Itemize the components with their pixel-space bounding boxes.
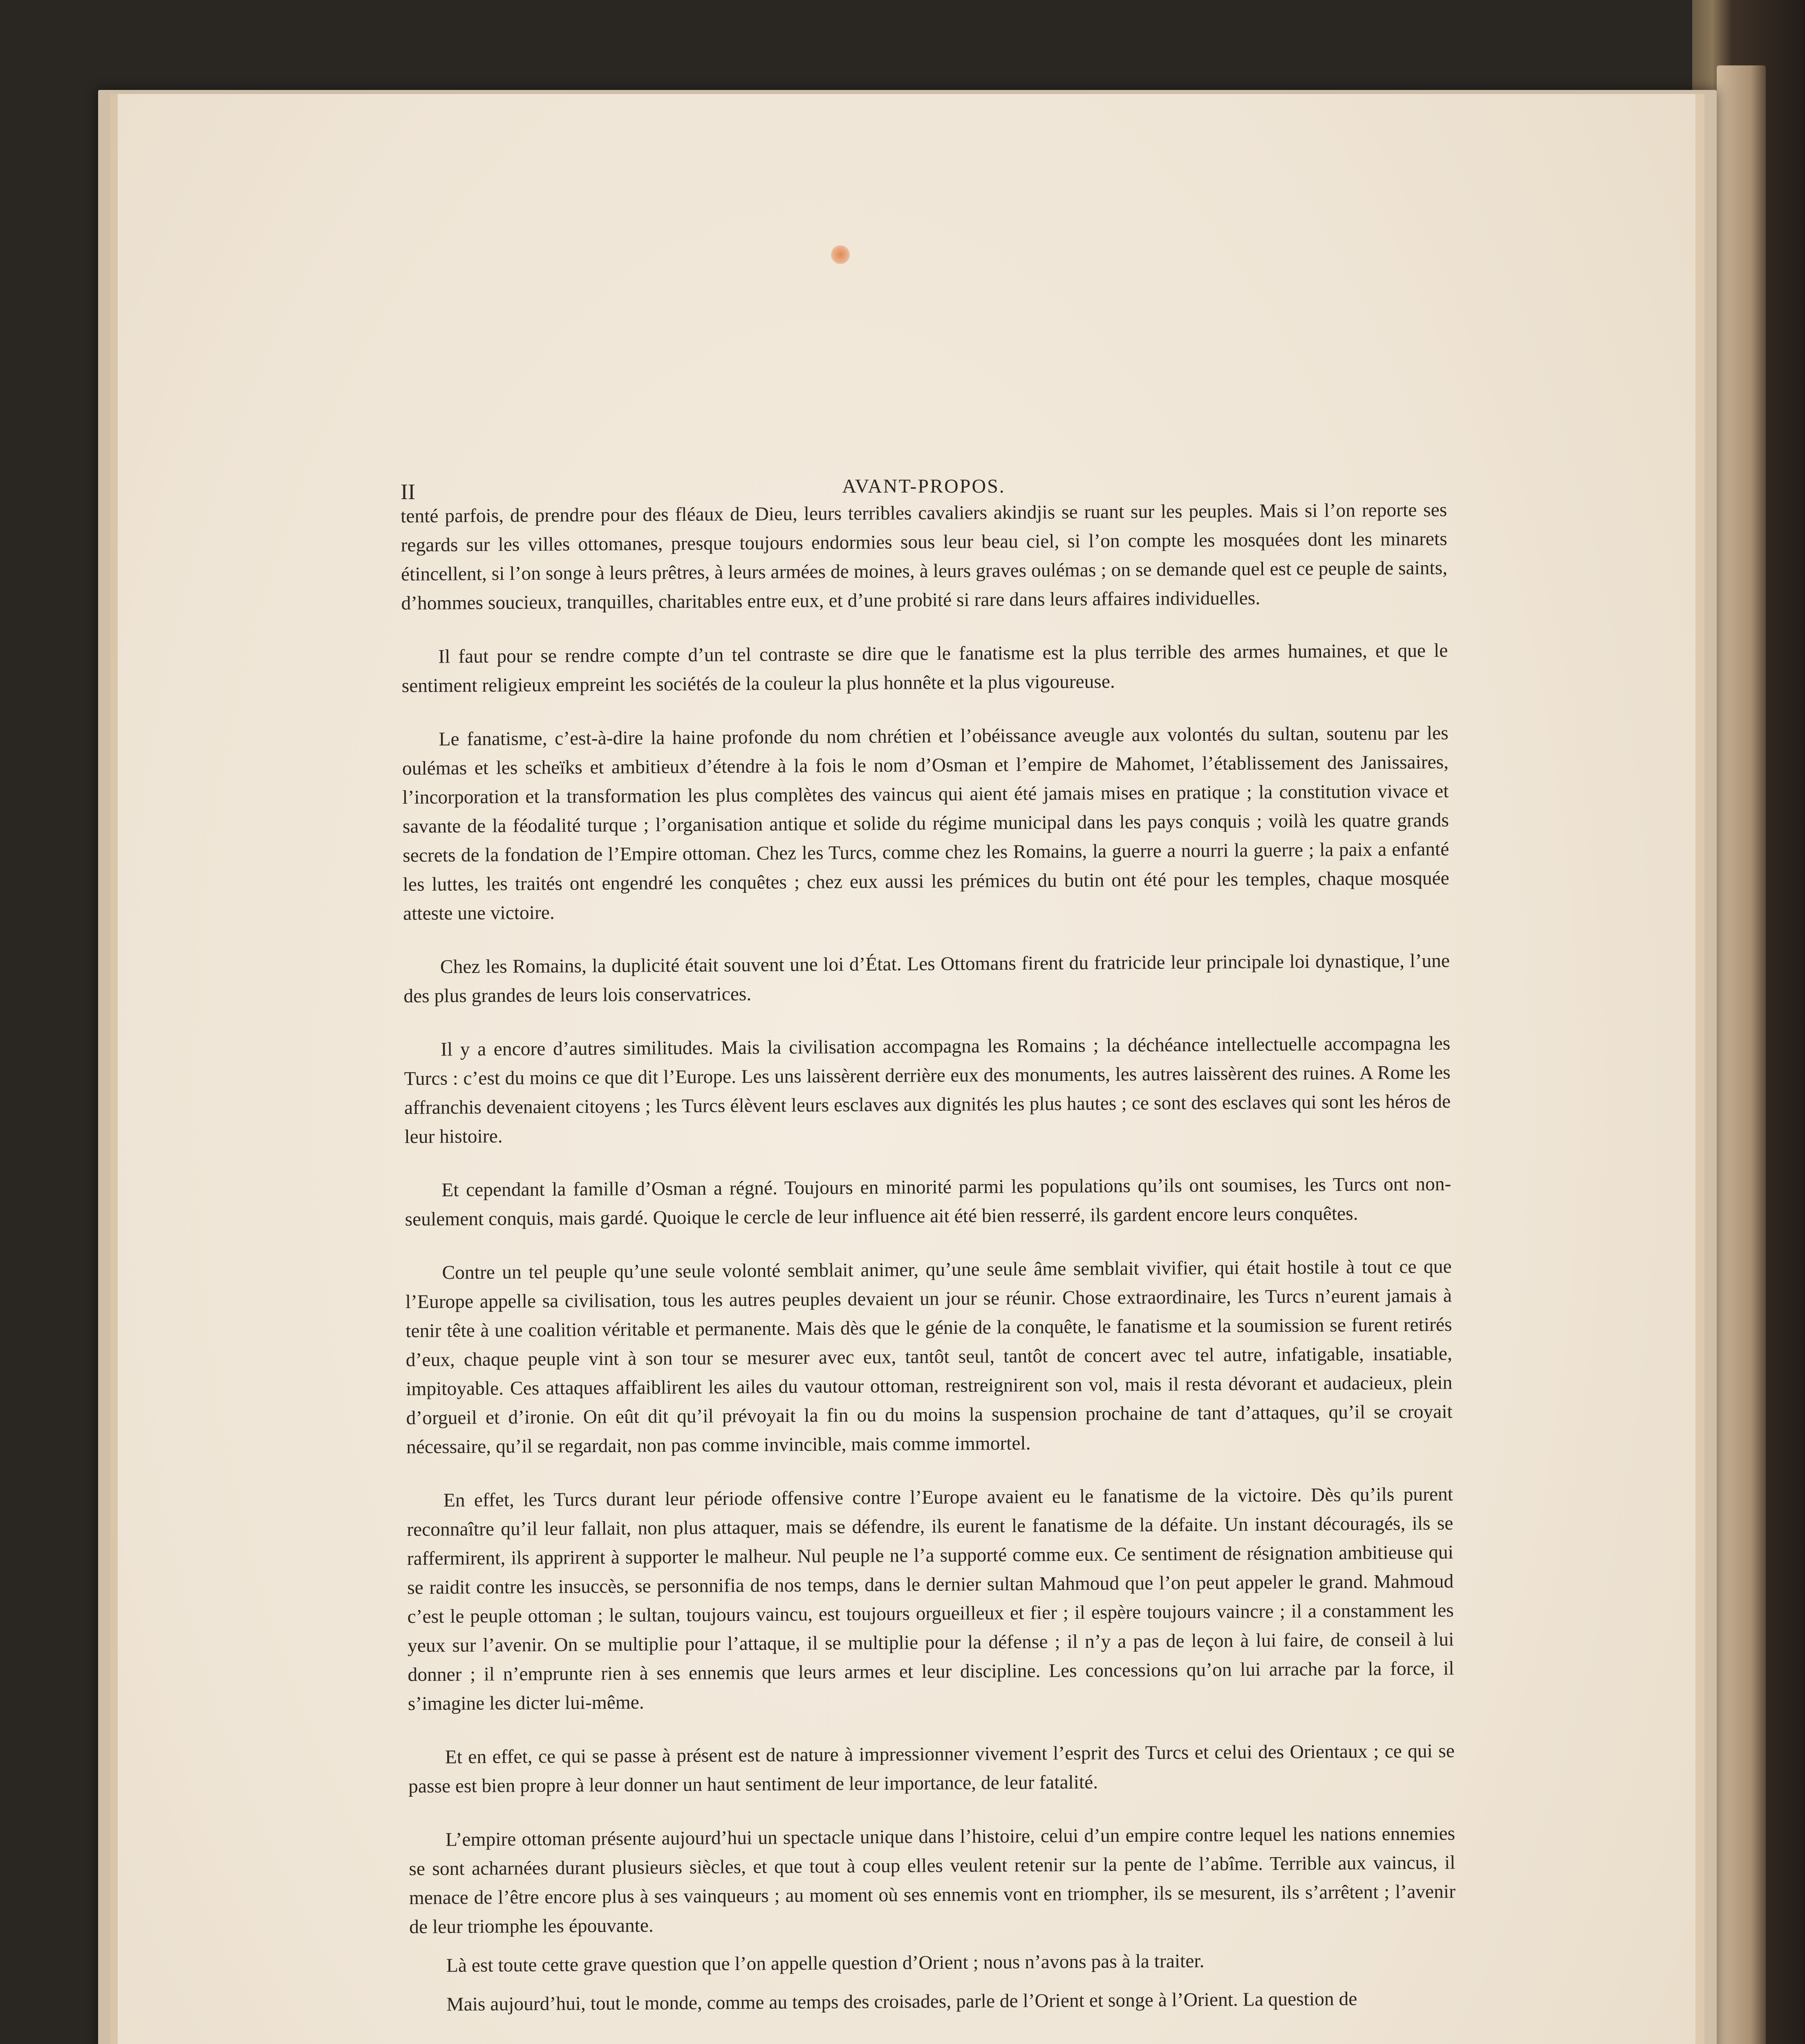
paragraph: Contre un tel peuple qu’une seule volonté semblait animer, qu’une seule âme semblait vivifier, qui était hostile à tout ce que l’Europe appelle sa civilisation, tous les autres peuples devaient un jour se réunir. Chose extraordinaire, les Turcs n’eurent jamais à tenir tête à une coalition véritable et permanente. Mais dès que le génie de la conquête, le fanatisme et la soumission se furent retirés d’eux, chaque peuple vint à son tour se mesurer avec eux, tantôt seul, tantôt de concert avec tel autre, infatigable, insatiable, impitoyable. Ces attaques affaiblirent les ailes du vautour ottoman, restreignirent son vol, mais il resta dévorant et audacieux, plein d’orgueil et d’ironie. On eût dit qu’il prévoyait la fin ou du moins la suspension prochaine de tant d’attaques, qu’il se croyait nécessaire, qu’il se regardait, non pas comme invincible, mais comme immortel. [405,1256,1453,1458]
paragraph: Le fanatisme, c’est-à-dire la haine profonde du nom chrétien et l’obéissance aveugle aux volontés du sultan, soutenu par les oulémas et les scheïks et ambitieux d’étendre à la fois le nom d’Osman et l’empire de Mahomet, l’établissement des Janissaires, l’incorporation et la transformation les plus complètes des vaincus qui aient été jamais mises en pratique ; la constitution vivace et savante de la féodalité turque ; l’organisation antique et solide du régime municipal dans les pays conquis ; voilà les quatre grands secrets de la fondation de l’Empire ottoman. Chez les Turcs, comme chez les Romains, la guerre a nourri la guerre ; la paix a enfanté les luttes, les traités ont engendré les conquêtes ; chez eux aussi les prémices du butin ont été pour les temples, chaque mosquée atteste une victoire. [402,722,1449,924]
paragraph: tenté parfois, de prendre pour des fléaux de Dieu, leurs terribles cavaliers akindjis se ruant sur les peuples. Mais si l’on reporte ses regards sur les villes ottomanes, presque toujours endormies sous leur beau ciel, si l’on compte les mosquées dont les minarets étincellent, si l’on songe à leurs prêtres, à leurs armées de moines, à leurs graves oulémas ; on se demande quel est ce peuple de saints, d’hommes soucieux, tranquilles, charitables entre eux, et d’une probité si rare dans leurs affaires individuelles. [401,499,1448,614]
paragraph: Et en effet, ce qui se passe à présent est de nature à impressionner vivement l’esprit des Turcs et celui des Orientaux ; ce qui se passe est bien propre à leur donner un haut sentiment de leur importance, de leur fatalité. [408,1740,1455,1797]
body-text [401,495,1456,2044]
paragraph: Mais aujourd’hui, tout le monde, comme au temps des croisades, parle de l’Orient et songe à l’Orient. La question de [446,1988,1357,2015]
paragraph: En effet, les Turcs durant leur période offensive contre l’Europe avaient eu le fanatisme de la victoire. Dès qu’ils purent reconnaître qu’il leur fallait, non plus attaquer, mais se défendre, ils eurent le fanatisme de la défaite. Un instant découragés, ils se raffermirent, ils apprirent à supporter le malheur. Nul peuple ne l’a supporté comme eux. Ce sentiment de résignation ambitieuse qui se raidit contre les insuccès, se personnifia de nos temps, dans le dernier sultan Mahmoud que l’on peut appeler le grand. Mahmoud c’est le peuple ottoman ; le sultan, toujours vaincu, est toujours orgueilleux et fier ; il espère toujours vaincre ; il a constamment les yeux sur l’avenir. On se multiplie pour l’attaque, il se multiplie pour la défense ; il n’y a pas de leçon à lui faire, de conseil à lui donner ; il n’emprunte rien à ses ennemis que leurs armes et leur discipline. Les concessions qu’on lui arrache par la force, il s’imagine les dicter lui-même. [407,1484,1454,1715]
paragraph: L’empire ottoman présente aujourd’hui un spectacle unique dans l’histoire, celui d’un empire contre lequel les nations ennemies se sont acharnées durant plusieurs siècles, et que tout à coup elles veulent retenir sur la pente de l’abîme. Terrible aux vaincus, il menace de l’être encore plus à ses vainqueurs ; au moment où ses ennemis vont en triompher, ils se mesurent, ils s’arrêtent ; l’avenir de leur triomphe les épouvante. [409,1823,1456,1938]
paragraph: Là est toute cette grave question que l’on appelle question d’Orient ; nous n’avons pas à la traiter. [446,1950,1205,1977]
paragraph: Et cependant la famille d’Osman a régné. Toujours en minorité parmi les populations qu’ils ont soumises, les Turcs ont non-seulement conquis, mais gardé. Quoique le cercle de leur influence ait été bien resserré, ils gardent encore leurs conquêtes. [405,1173,1451,1230]
running-head [401,470,1447,504]
running-title: AVANT-PROPOS. [842,475,1006,497]
next-leaf-edge [1717,65,1766,2044]
paragraph: Il y a encore d’autres similitudes. Mais la civilisation accompagna les Romains ; la déchéance intellectuelle accompagna les Turcs : c’est du moins ce que dit l’Europe. Les uns laissèrent derrière eux des monuments, les autres laissèrent des ruines. A Rome les affranchis devenaient citoyens ; les Turcs élèvent leurs esclaves aux dignités les plus hautes ; ce sont des esclaves qui sont les héros de leur histoire. [404,1033,1451,1148]
paragraph: Chez les Romains, la duplicité était souvent une loi d’État. Les Ottomans firent du fratricide leur principale loi dynastique, l’une des plus grandes de leurs lois conservatrices. [403,950,1450,1007]
paragraph: Il faut pour se rendre compte d’un tel contraste se dire que le fanatisme est la plus terrible des armes humaines, et que le sentiment religieux empreint les sociétés de la couleur la plus honnête et la plus vigoureuse. [401,640,1448,697]
page-number: II [401,480,415,504]
ink-stain [831,245,850,264]
